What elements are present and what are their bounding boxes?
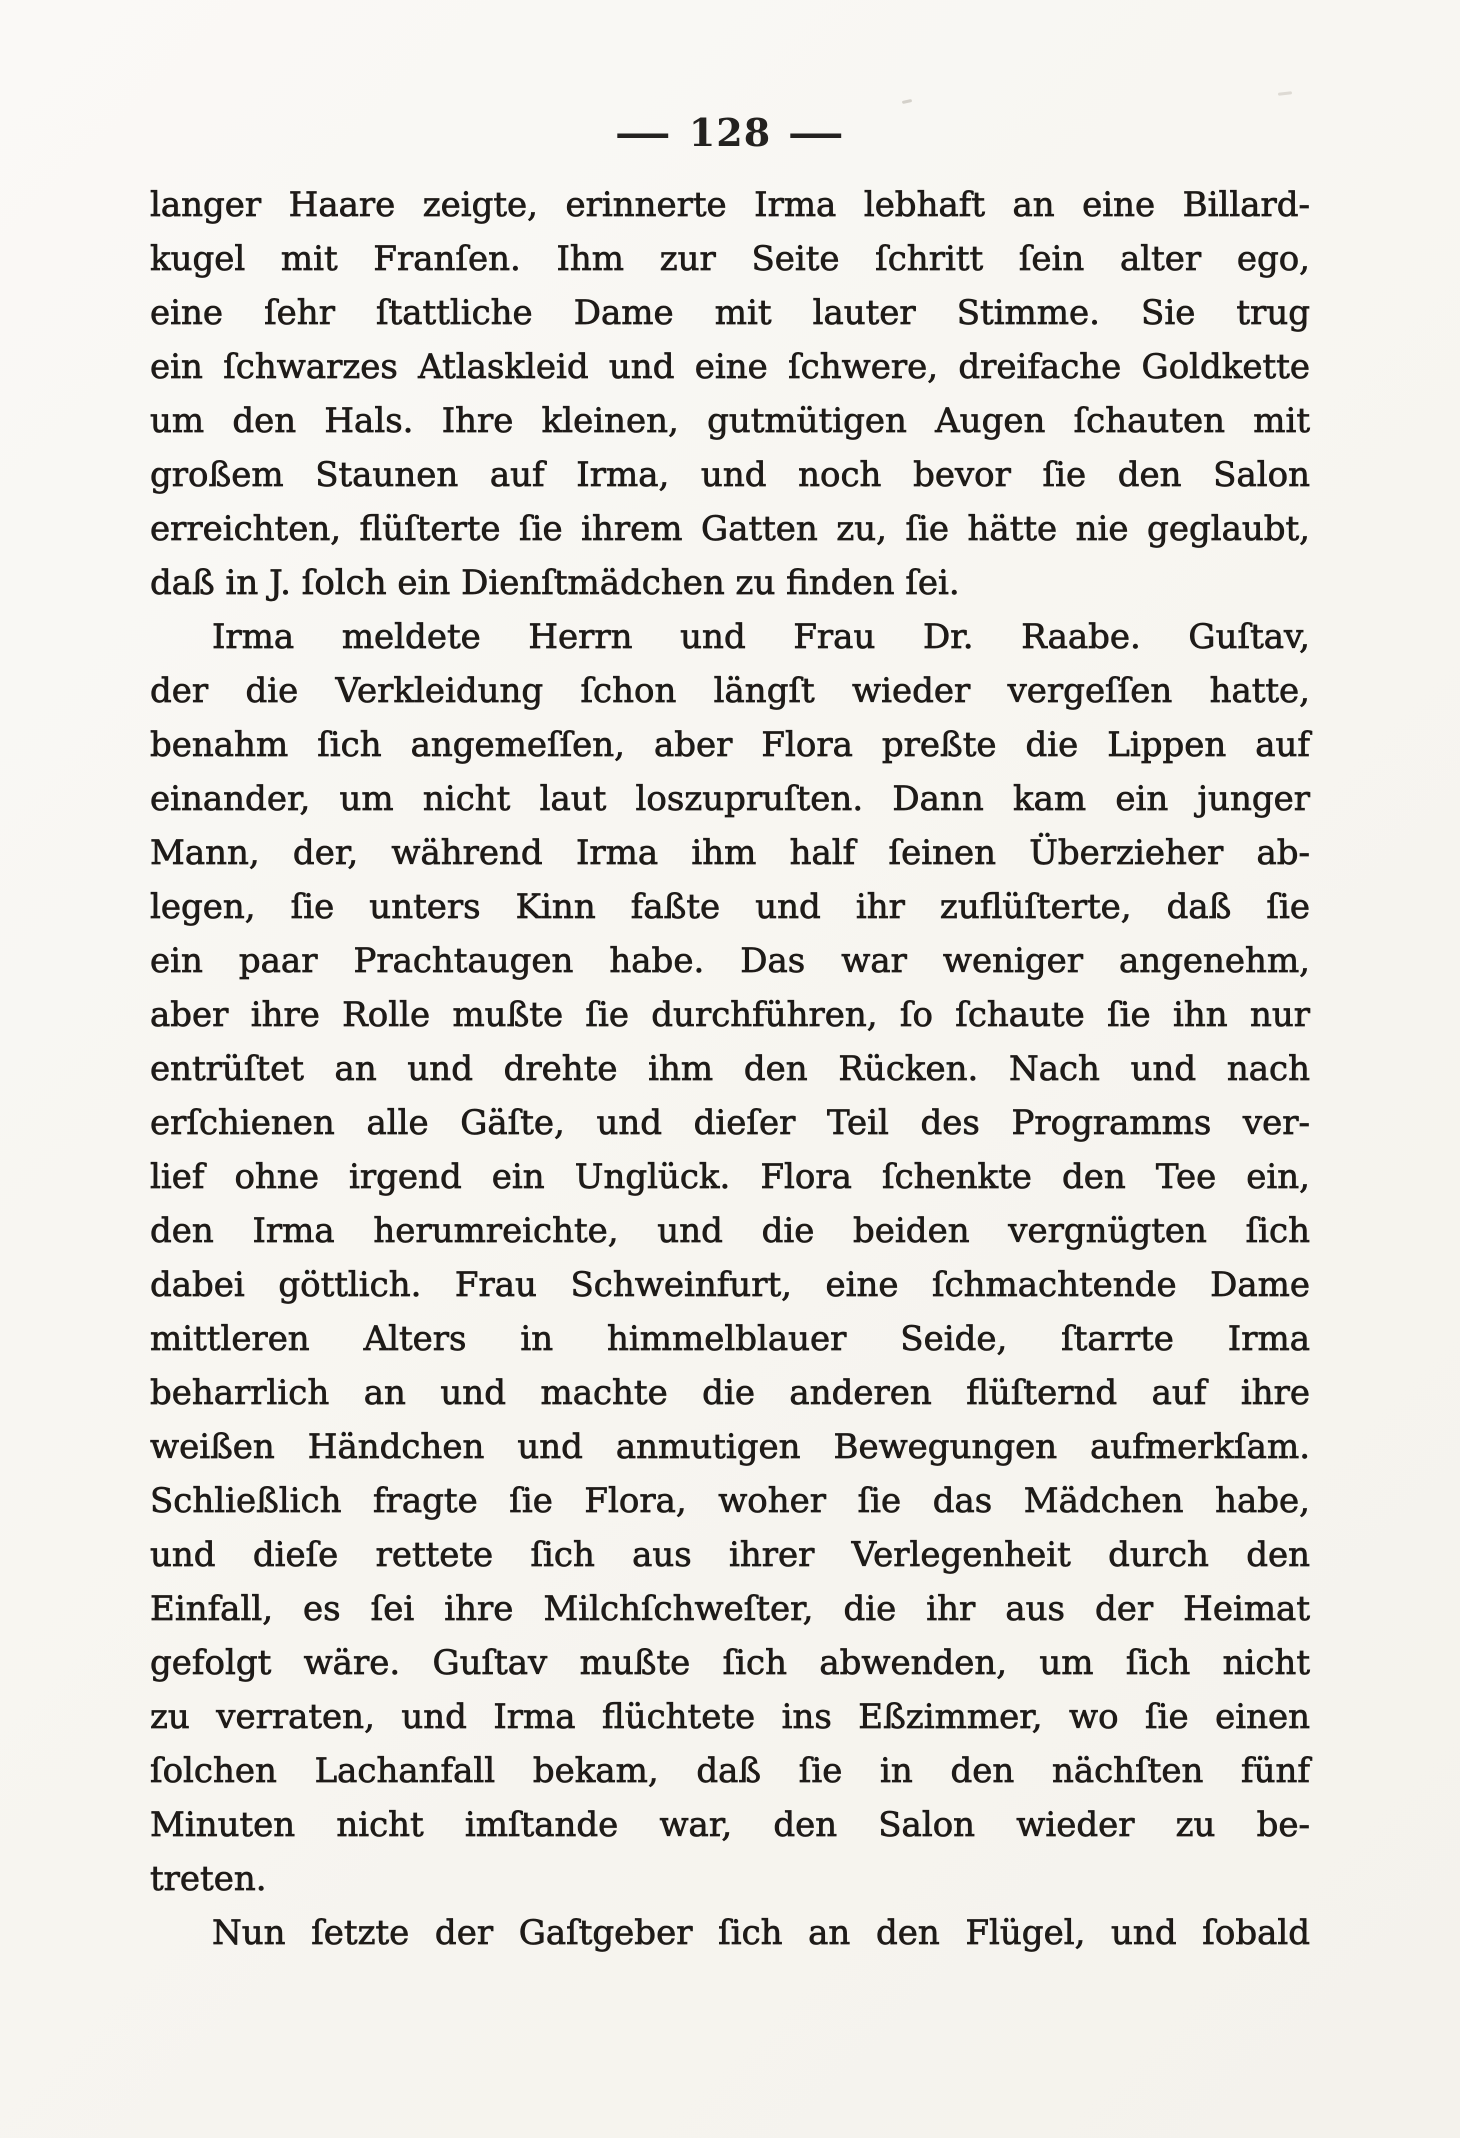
text-line: und dieſe rettete ſich aus ihrer Verlegenheit durch den (150, 1535, 1310, 1575)
scan-speck (902, 99, 912, 104)
text-line: erreichten, flüſterte ſie ihrem Gatten zu, ſie hätte nie geglaubt, (150, 509, 1310, 549)
text-line: benahm ſich angemeſſen, aber Flora preßte die Lippen auf (150, 725, 1310, 765)
text-line: legen, ſie unters Kinn faßte und ihr zuflüſterte, daß ſie (150, 887, 1310, 927)
text-line: den Irma herumreichte, und die beiden vergnügten ſich (150, 1211, 1310, 1251)
text-line: Schließlich fragte ſie Flora, woher ſie das Mädchen habe, (150, 1481, 1310, 1521)
text-line: eine ſehr ſtattliche Dame mit lauter Stimme. Sie trug (150, 293, 1310, 333)
text-line: großem Staunen auf Irma, und noch bevor ſie den Salon (150, 455, 1310, 495)
text-line: lief ohne irgend ein Unglück. Flora ſchenkte den Tee ein, (150, 1157, 1310, 1197)
text-line: der die Verkleidung ſchon längſt wieder vergeſſen hatte, (150, 671, 1310, 711)
text-line: Nun ſetzte der Gaſtgeber ſich an den Flügel, und ſobald (212, 1913, 1310, 1953)
text-line: aber ihre Rolle mußte ſie durchführen, ſo ſchaute ſie ihn nur (150, 995, 1310, 1035)
text-line: langer Haare zeigte, erinnerte Irma lebhaft an eine Billard- (150, 185, 1310, 225)
text-line: mittleren Alters in himmelblauer Seide, ſtarrte Irma (150, 1319, 1310, 1359)
body-text (150, 178, 1310, 1960)
text-line: ein paar Prachtaugen habe. Das war weniger angenehm, (150, 941, 1310, 981)
page-number: 128 (688, 110, 772, 155)
text-line: erſchienen alle Gäſte, und dieſer Teil des Programms ver- (150, 1103, 1310, 1143)
text-line: einander, um nicht laut loszupruſten. Dann kam ein junger (150, 779, 1310, 819)
text-line: ſolchen Lachanfall bekam, daß ſie in den nächſten fünf (150, 1751, 1310, 1791)
text-line: treten. (150, 1859, 267, 1899)
text-line: um den Hals. Ihre kleinen, gutmütigen Augen ſchauten mit (150, 401, 1310, 441)
header-dash-right: — (787, 110, 846, 155)
text-line: ein ſchwarzes Atlaskleid und eine ſchwere, dreifache Goldkette (150, 347, 1310, 387)
page-header (0, 110, 1460, 155)
text-line: weißen Händchen und anmutigen Bewegungen aufmerkſam. (150, 1427, 1310, 1467)
text-line: beharrlich an und machte die anderen flüſternd auf ihre (150, 1373, 1310, 1413)
text-line: daß in J. ſolch ein Dienſtmädchen zu finden ſei. (150, 563, 960, 603)
text-line: Einfall, es ſei ihre Milchſchweſter, die ihr aus der Heimat (150, 1589, 1310, 1629)
text-line: gefolgt wäre. Guſtav mußte ſich abwenden, um ſich nicht (150, 1643, 1310, 1683)
text-line: entrüſtet an und drehte ihm den Rücken. Nach und nach (150, 1049, 1310, 1089)
scan-speck (1278, 91, 1292, 95)
text-line: kugel mit Franſen. Ihm zur Seite ſchritt ſein alter ego, (150, 239, 1310, 279)
header-dash-left: — (614, 110, 673, 155)
text-line: Mann, der, während Irma ihm half ſeinen Überzieher ab- (150, 833, 1310, 873)
text-line: Irma meldete Herrn und Frau Dr. Raabe. Guſtav, (212, 617, 1310, 657)
text-line: zu verraten, und Irma flüchtete ins Eßzimmer, wo ſie einen (150, 1697, 1310, 1737)
text-line: dabei göttlich. Frau Schweinfurt, eine ſchmachtende Dame (150, 1265, 1310, 1305)
text-line: Minuten nicht imſtande war, den Salon wieder zu be- (150, 1805, 1310, 1845)
